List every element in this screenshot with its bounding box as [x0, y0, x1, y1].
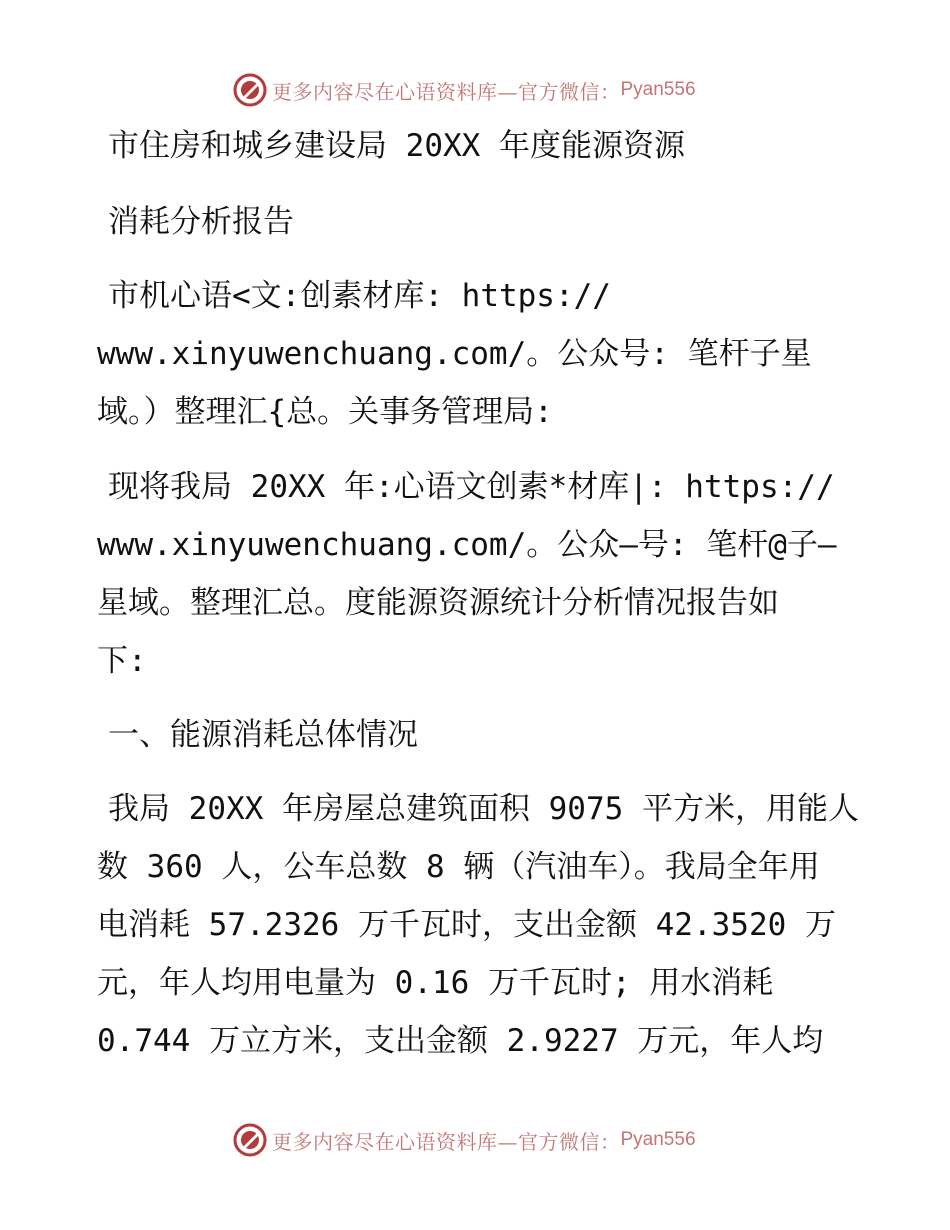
document-title-line-1: 市住房和城乡建设局 20XX 年度能源资源 [108, 128, 685, 164]
pen-logo-icon [232, 72, 268, 108]
body-line-3: 电消耗 57.2326 万千瓦时，支出金额 42.3520 万 [97, 907, 836, 943]
document-title-line-2: 消耗分析报告 [108, 204, 294, 240]
salutation-line-2: www.xinyuwenchuang.com/。公众号: 笔杆子星 [97, 336, 812, 372]
intro-line-4: 下: [97, 643, 147, 679]
body-line-5: 0.744 万立方米，支出金额 2.9227 万元，年人均 [97, 1023, 824, 1059]
pen-logo-icon [232, 1122, 268, 1158]
section-heading: 一、能源消耗总体情况 [108, 717, 418, 753]
body-line-2: 数 360 人，公车总数 8 辆（汽油车）。我局全年用 [97, 849, 820, 885]
salutation-line-1: 市机心语<文:创素材库: https:// [108, 278, 611, 314]
intro-line-3: 星域。整理汇总。度能源资源统计分析情况报告如 [97, 585, 779, 621]
watermark-text: 更多内容尽在心语资料库—官方微信： [272, 79, 621, 104]
body-line-4: 元，年人均用电量为 0.16 万千瓦时; 用水消耗 [97, 965, 774, 1001]
watermark-banner-top [232, 70, 696, 110]
watermark-text: 更多内容尽在心语资料库—官方微信： [272, 1129, 621, 1154]
watermark-handle: Pyan556 [620, 1129, 696, 1150]
salutation-line-3: 域。）整理汇{总。关事务管理局: [97, 394, 553, 430]
intro-line-2: www.xinyuwenchuang.com/。公众—号: 笔杆@子— [97, 527, 837, 563]
body-line-1: 我局 20XX 年房屋总建筑面积 9075 平方米，用能人 [108, 791, 859, 827]
watermark-banner-bottom [232, 1120, 696, 1160]
watermark-handle: Pyan556 [620, 79, 696, 100]
intro-line-1: 现将我局 20XX 年:心语文创素*材库|: https:// [108, 469, 835, 505]
